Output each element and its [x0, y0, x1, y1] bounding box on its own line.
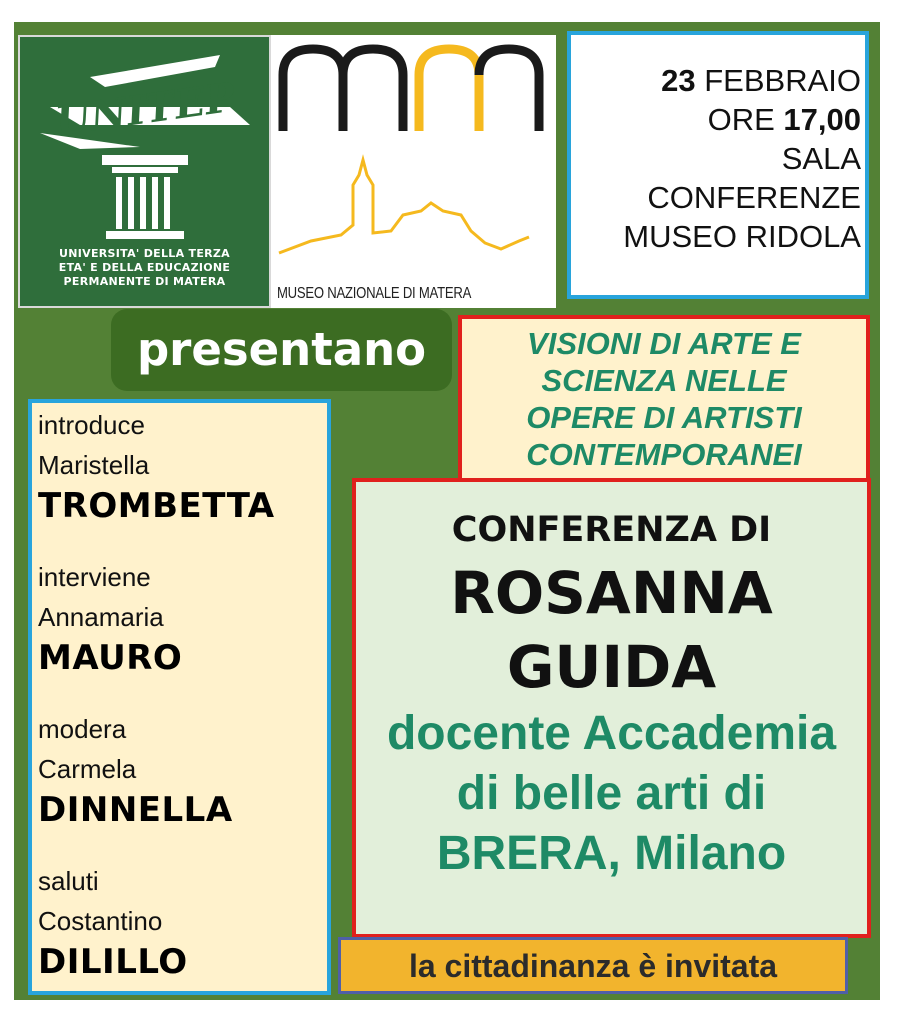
- event-day: 23: [661, 63, 696, 98]
- speakers-box: [28, 399, 331, 995]
- event-title-box: [458, 315, 870, 486]
- speaker-first-name: Annamaria: [38, 602, 164, 632]
- conference-speaker-name: GUIDA: [506, 633, 717, 701]
- conference-speaker-name: ROSANNA: [450, 559, 773, 627]
- venue-line: MUSEO RIDOLA: [623, 219, 861, 254]
- event-title-line: SCIENZA NELLE: [541, 363, 787, 398]
- event-date: [571, 61, 861, 100]
- speaker-role: saluti: [38, 866, 99, 896]
- speaker-entry: [38, 405, 327, 527]
- event-time-value: 17,00: [783, 102, 861, 137]
- presentano-banner: presentano: [111, 309, 452, 391]
- unitep-wordmark: UNITEP: [52, 73, 238, 146]
- event-title-line: OPERE DI ARTISTI: [526, 400, 802, 435]
- event-title-line: VISIONI DI ARTE E: [527, 326, 801, 361]
- speaker-entry: [38, 861, 327, 983]
- event-time: [571, 100, 861, 139]
- unitep-caption-line: PERMANENTE DI MATERA: [63, 275, 226, 288]
- venue-line: SALA: [781, 141, 861, 176]
- speaker-first-name: Costantino: [38, 906, 163, 936]
- speaker-surname: MAURO: [38, 638, 183, 678]
- speaker-first-name: Carmela: [38, 754, 137, 784]
- speaker-surname: TROMBETTA: [38, 486, 275, 526]
- conference-label: CONFERENZA DI: [451, 510, 772, 550]
- speaker-surname: DILILLO: [38, 942, 188, 982]
- speaker-surname: DINNELLA: [38, 790, 233, 830]
- event-time-prefix: ORE: [707, 102, 775, 137]
- speaker-role: introduce: [38, 410, 145, 440]
- speaker-entry: [38, 557, 327, 679]
- museum-caption: MUSEO NAZIONALE DI MATERA: [277, 285, 472, 302]
- speaker-role: modera: [38, 714, 127, 744]
- unitep-caption-line: UNIVERSITA' DELLA TERZA: [59, 247, 230, 260]
- venue-line: CONFERENZE: [647, 180, 861, 215]
- conference-speaker-role: BRERA, Milano: [436, 827, 787, 880]
- speaker-first-name: Maristella: [38, 450, 150, 480]
- unitep-logo: [18, 35, 271, 308]
- speaker-role: interviene: [38, 562, 151, 592]
- conference-box: [352, 478, 871, 938]
- invitation-banner: la cittadinanza è invitata: [338, 937, 848, 994]
- unitep-caption: [20, 247, 269, 289]
- museum-logo: [271, 35, 556, 308]
- speaker-entry: [38, 709, 327, 831]
- conference-speaker-role: di belle arti di: [456, 767, 767, 820]
- museum-logo-icon: [271, 35, 556, 308]
- date-venue-box: [567, 31, 869, 299]
- event-month: FEBBRAIO: [704, 63, 861, 98]
- event-title-line: CONTEMPORANEI: [526, 437, 802, 472]
- conference-speaker-role: docente Accademia: [386, 707, 837, 760]
- unitep-caption-line: ETA' E DELLA EDUCAZIONE: [58, 261, 231, 274]
